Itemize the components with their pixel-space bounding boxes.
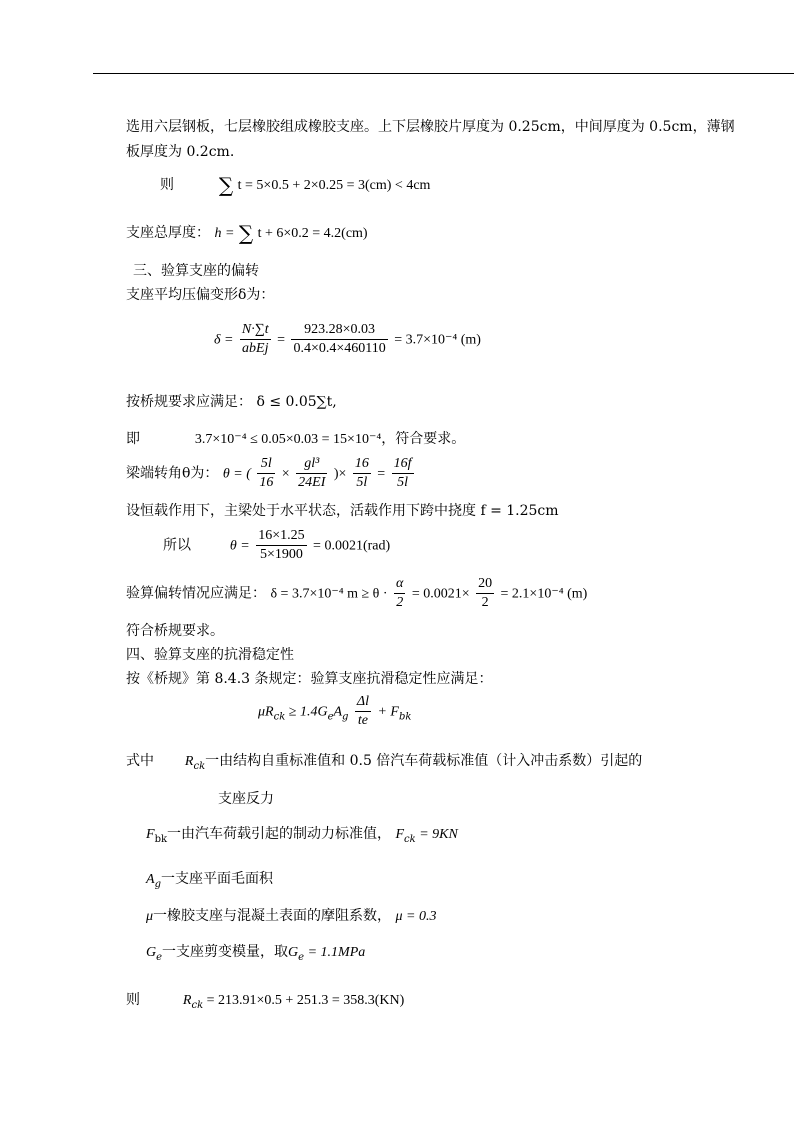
denominator: 2 [396,595,404,610]
formula-total-thickness [126,221,368,245]
formula-part-a: δ = 3.7×10⁻⁴ m ≥ θ · [270,586,388,602]
formula-theta: 梁端转角θ为： θ = ( $\frac{5l}{16}$ × $\frac{\text{gl³}}{24EI}$ )× $\frac{16}{5l}$ = $\frac{16f}{5l}$ [126,456,412,490]
formula-prefix: θ = ( [222,466,251,482]
formula-thickness-sum [160,173,431,197]
label-where: 式中 [126,753,154,769]
fraction-c [353,456,371,491]
formula-rhs: = 0.0021(rad) [313,538,391,554]
formula-lhs: θ = [229,538,250,554]
paragraph-code-rule: 按《桥规》第 8.4.3 条规定：验算支座抗滑稳定性应满足： [126,671,493,687]
denominator: 5×1900 [259,547,303,562]
denominator: te [357,713,369,728]
label-total-thickness: 支座总厚度： [126,225,210,241]
symbol: R [184,754,194,769]
paragraph-requirement: 按桥规要求应满足： δ ≤ 0.05∑t, [126,394,337,410]
numerator: 923.28×0.03 [291,322,387,340]
numerator: 16f [392,456,414,474]
value: = 1.1MPa [304,945,366,960]
fraction-d [392,456,414,491]
value: μ = 0.3 [395,909,437,924]
subscript: e [327,711,334,723]
formula-part-b: = 0.0021× [411,586,470,602]
definition-ag [146,870,273,894]
symbol: G [146,945,157,960]
sum-symbol: ∑ [218,173,234,197]
subscript: ck [273,711,286,723]
definition-rck [126,752,642,776]
definition-text: 一支座平面毛面积 [160,871,273,887]
formula-text: t = 5×0.5 + 2×0.25 = 3(cm) < 4cm [237,178,431,193]
fraction [256,528,306,563]
denominator: 24EI [298,475,326,490]
subscript: g [154,878,161,890]
paragraph-conforms: 符合桥规要求。 [126,623,224,639]
formula-part: A [333,704,343,720]
formula-text-b: t + 6×0.2 = 4.2(cm) [257,226,368,241]
formula-part-c: = 2.1×10⁻⁴ (m) [500,586,588,602]
subscript: e [298,951,305,963]
fraction-alpha [394,576,405,611]
fraction-1 [240,322,271,357]
definition-text: 一由汽车荷载引起的制动力标准值， [167,826,392,842]
definition-text: 一橡胶支座与混凝土表面的摩阻系数， [153,908,392,924]
value: = 213.91×0.5 + 251.3 = 358.3(KN) [203,993,405,1008]
subscript: g [342,711,349,723]
symbol: G [288,945,299,960]
numerator: 16 [353,456,371,474]
subscript: ck [191,999,204,1011]
denominator: abEj [242,341,269,356]
denominator: 0.4×0.4×460110 [293,341,386,356]
fraction-a [257,456,275,491]
subscript: ck [404,833,416,845]
formula-delta: δ = $\frac{N\cdot\sum t}{\text{abEj}}$ = $\frac{923.28\times 0.03}{0.4\times 0.4\times 460110}$ = 3.7×10⁻⁴ (m) [214,322,481,356]
denominator: 5l [397,475,409,490]
label-then: 则 [126,992,140,1008]
section-heading-3: 三、验算支座的偏转 [133,263,259,279]
numerator: gl³ [296,456,327,474]
numerator: 5l [257,456,275,474]
definition-ge [146,943,365,967]
label-therefore: 所以 [163,537,191,554]
subscript: bk [154,833,168,845]
formula-part: + F [377,704,399,720]
definition-text: 一支座剪变模量，取 [162,944,289,960]
paragraph-line-1: 选用六层钢板，七层橡胶组成橡胶支座。上下层橡胶片厚度为 0.25cm，中间厚度为 0.5cm，薄钢 [126,119,735,135]
symbol: R [182,993,192,1008]
formula-part: μR [258,704,274,720]
paragraph-line-2: 板厚度为 0.2cm. [126,144,235,160]
paragraph-deflection-load: 设恒载作用下，主梁处于水平状态，活载作用下跨中挠度 f = 1.25cm [126,503,559,519]
formula-part: ≥ 1.4G [285,704,328,720]
formula-rck-value [126,991,404,1015]
numerator: α [394,576,405,594]
definition-text: 一由结构自重标准值和 0.5 倍汽车荷载标准值（计入冲击系数）引起的 [205,753,643,769]
formula-rotation-check [126,576,587,611]
symbol: μ [146,909,154,924]
header-rule [93,73,794,74]
numerator: Δl [355,694,371,712]
formula-rhs: = 3.7×10⁻⁴ (m) [394,332,481,348]
fraction-2 [291,322,387,357]
symbol: F [146,827,155,842]
paragraph-deflection: 支座平均压偏变形δ为： [126,287,275,303]
value: = 9KN [415,827,458,842]
label-then: 则 [160,177,174,193]
definition-fbk [146,825,458,849]
label-rotation-check: 验算偏转情况应满足： [126,585,266,602]
definition-mu [146,907,436,926]
fraction-20 [476,576,494,611]
denominator: 5l [356,475,368,490]
formula-text-a: h = [214,226,235,241]
fraction [355,694,371,729]
symbol: A [146,872,155,887]
section-heading-4: 四、验算支座的抗滑稳定性 [126,647,294,663]
numerator: 16×1.25 [256,528,306,546]
formula-anti-slip [258,694,411,729]
formula-lhs: δ = [214,332,234,348]
subscript: bk [398,711,412,723]
formula-theta-value [163,528,390,563]
denominator: 16 [259,475,274,490]
subscript: ck [193,760,206,772]
subscript: e [156,951,163,963]
fraction-b [296,456,327,491]
formula-check [126,430,465,449]
symbol: F [395,827,405,842]
label-that-is: 即 [126,431,140,447]
label-beam-rotation: 梁端转角θ为： [126,465,219,482]
formula-text: 3.7×10⁻⁴ ≤ 0.05×0.03 = 15×10⁻⁴，符合要求。 [194,432,466,447]
definition-rck-cont: 支座反力 [218,791,274,807]
sum-symbol: ∑ [238,221,254,245]
numerator: N·∑t [240,322,271,340]
denominator: 2 [481,595,489,610]
numerator: 20 [476,576,494,594]
